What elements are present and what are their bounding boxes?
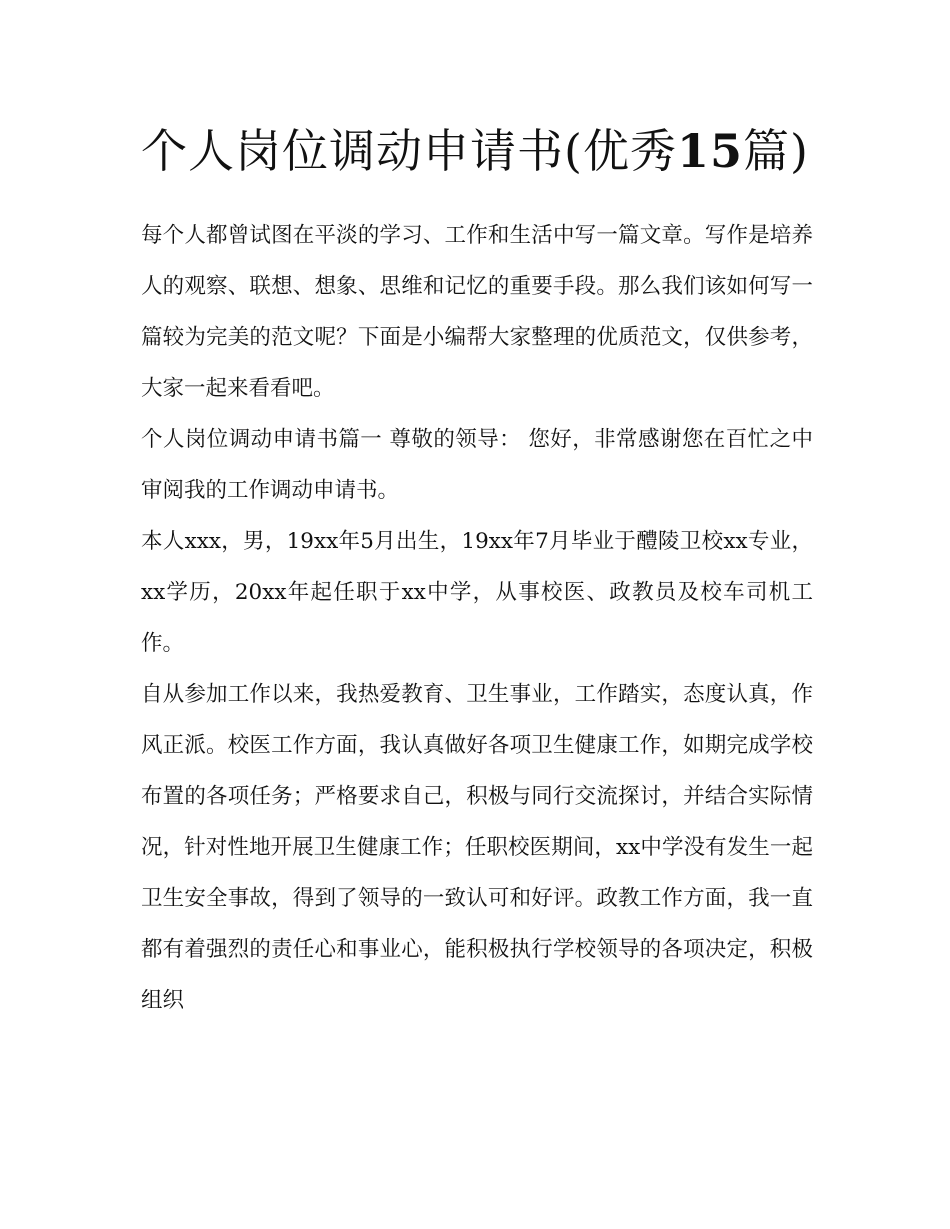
title-end-text: 篇) [742,124,809,178]
title-number: 15 [676,124,743,178]
document-title [141,112,813,190]
title-main-text: 个人岗位调动申请书(优秀 [141,124,677,178]
salutation-paragraph: 个人岗位调动申请书篇一 尊敬的领导： 您好，非常感谢您在百忙之中审阅我的工作调动申请书。 [141,427,813,503]
intro-paragraph: 每个人都曾试图在平淡的学习、工作和生活中写一篇文章。写作是培养人的观察、联想、想象、思维和记忆的重要手段。那么我们该如何写一篇较为完美的范文呢？下面是小编帮大家整理的优质范文，仅供参考，大家一起来看看吧。 [141,223,813,401]
document-content [141,112,813,1026]
work-experience-paragraph: 自从参加工作以来，我热爱教育、卫生事业，工作踏实，态度认真，作风正派。校医工作方面，我认真做好各项卫生健康工作，如期完成学校布置的各项任务；严格要求自己，积极与同行交流探讨，并结合实际情况，针对性地开展卫生健康工作；任职校医期间，xx中学没有发生一起卫生安全事故，得到了领导的一致认可和好评。政教工作方面，我一直都有着强烈的责任心和事业心，能积极执行学校领导的各项决定，积极组织 [141,682,813,1013]
personal-info-paragraph: 本人xxx，男，19xx年5月出生，19xx年7月毕业于醴陵卫校xx专业，xx学历，20xx年起任职于xx中学，从事校医、政教员及校车司机工作。 [141,529,813,656]
